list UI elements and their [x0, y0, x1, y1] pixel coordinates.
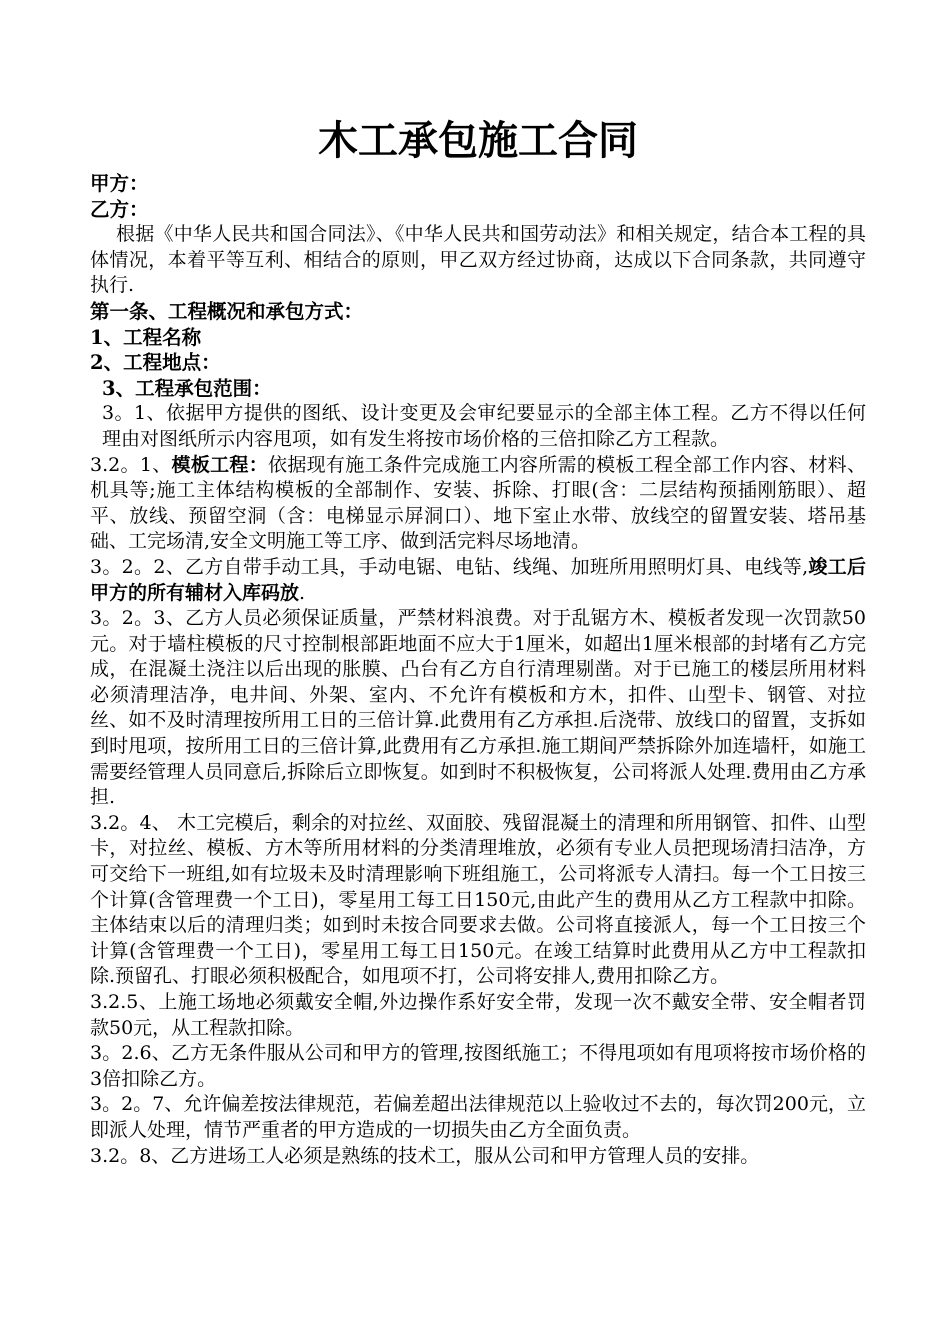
- clause-3-2-7: 3。2。7、允许偏差按法律规范，若偏差超出法律规范以上验收过不去的，每次罚200元，立即派人处理，情节严重者的甲方造成的一切损失由乙方全面负责。: [90, 1093, 866, 1141]
- clause-3-2-3: 3。2。3、乙方人员必须保证质量，严禁材料浪费。对于乱锯方木、模板者发现一次罚款50元。对于墙柱模板的尺寸控制根部距地面不应大于1厘米，如超出1厘米根部的封堵有乙方完成，在混凝土浇注以后出现的胀膜、凸台有乙方自行清理剔凿。对于已施工的楼层所用材料必须清理洁净，电井间、外架、室内、不允许有模板和方木，扣件、山型卡、钢管、对拉丝、如不及时清理按所用工日的三倍计算.此费用有乙方承担.后浇带、放线口的留置，支拆如到时甩项，按所用工日的三倍计算,此费用有乙方承担.施工期间严禁拆除外加连墙杆，如施工需要经管理人员同意后,拆除后立即恢复。如到时不积极恢复，公司将派人处理.费用由乙方承担.: [90, 607, 866, 809]
- clause-3-2-4: 3.2。4、 木工完模后，剩余的对拉丝、双面胶、残留混凝土的清理和所用钢管、扣件、山型卡，对拉丝、模板、方木等所用材料的分类清理堆放，必须有专业人员把现场清扫洁净，方可交给下一班组,如有垃圾未及时清理影响下班组施工，公司将派专人清扫。每一个工日按三个计算(含管理费一个工日)，零星用工每工日150元,由此产生的费用从乙方工程款中扣除。 主体结束以后的清理归类；如到时未按合同要求去做。公司将直接派人，每一个工日按三个计算(含管理费一个工日)，零星用工每工日150元。在竣工结算时此费用从乙方中工程款扣除.预留孔、打眼必须积极配合，如甩项不打，公司将安排人,费用扣除乙方。: [90, 811, 866, 988]
- intro-paragraph: 根据《中华人民共和国合同法》、《中华人民共和国劳动法》和相关规定，结合本工程的具体情况，本着平等互利、相结合的原则，甲乙双方经过协商，达成以下合同条款，共同遵守执行.: [90, 223, 866, 297]
- contract-page: [90, 115, 866, 1169]
- clause-3-2-1-text: 依据现有施工条件完成施工内容所需的模板工程全部工作内容、材料、机具等;施工主体结构模板的全部制作、安装、拆除、打眼(含：二层结构预插刚筋眼）、超平、放线、预留空洞（含：电梯显示屏洞口）、地下室止水带、放线空的留置安装、塔吊基础、工完场清,安全文明施工等工序、做到活完料尽场地清。: [90, 453, 866, 553]
- project-scope-item: 3、工程承包范围：: [102, 376, 272, 400]
- project-name-item: 1、工程名称: [90, 325, 202, 349]
- clause-3-2-1-number: 3.2。1、: [90, 453, 172, 476]
- article1-heading: 第一条、工程概况和承包方式：: [90, 299, 364, 323]
- clause-3-2-5: 3.2.5、上施工场地必须戴安全帽,外边操作系好安全带，发现一次不戴安全带、安全帽者罚款50元，从工程款扣除。: [90, 991, 866, 1039]
- project-location-item: 2、工程地点：: [90, 351, 221, 375]
- clause-3-2-2: [90, 555, 866, 606]
- clause-3-2-1: [90, 453, 866, 555]
- clause-3-2-8: 3.2。8、乙方进场工人必须是熟练的技术工，服从公司和甲方管理人员的安排。: [90, 1144, 760, 1167]
- document-title: 木工承包施工合同: [318, 118, 638, 164]
- clause-3-1: 3。1、依据甲方提供的图纸、设计变更及会审纪要显示的全部主体工程。乙方不得以任何理由对图纸所示内容甩项，如有发生将按市场价格的三倍扣除乙方工程款。: [102, 402, 866, 450]
- clause-3-2-1-heading: 模板工程：: [171, 453, 269, 476]
- party-b-label: 乙方：: [90, 197, 149, 221]
- clause-3-2-6: 3。2.6、乙方无条件服从公司和甲方的管理,按图纸施工；不得甩项如有甩项将按市场价格的3倍扣除乙方。: [90, 1042, 866, 1090]
- clause-3-2-2-text: 3。2。2、乙方自带手动工具，手动电锯、电钻、线绳、加班所用照明灯具、电线等,: [90, 555, 809, 578]
- clause-3-2-2-emphasis: 竣工后甲方的所有辅材入库码放: [90, 555, 866, 604]
- clause-3-2-2-end: .: [299, 581, 306, 604]
- party-a-label: 甲方：: [90, 172, 149, 195]
